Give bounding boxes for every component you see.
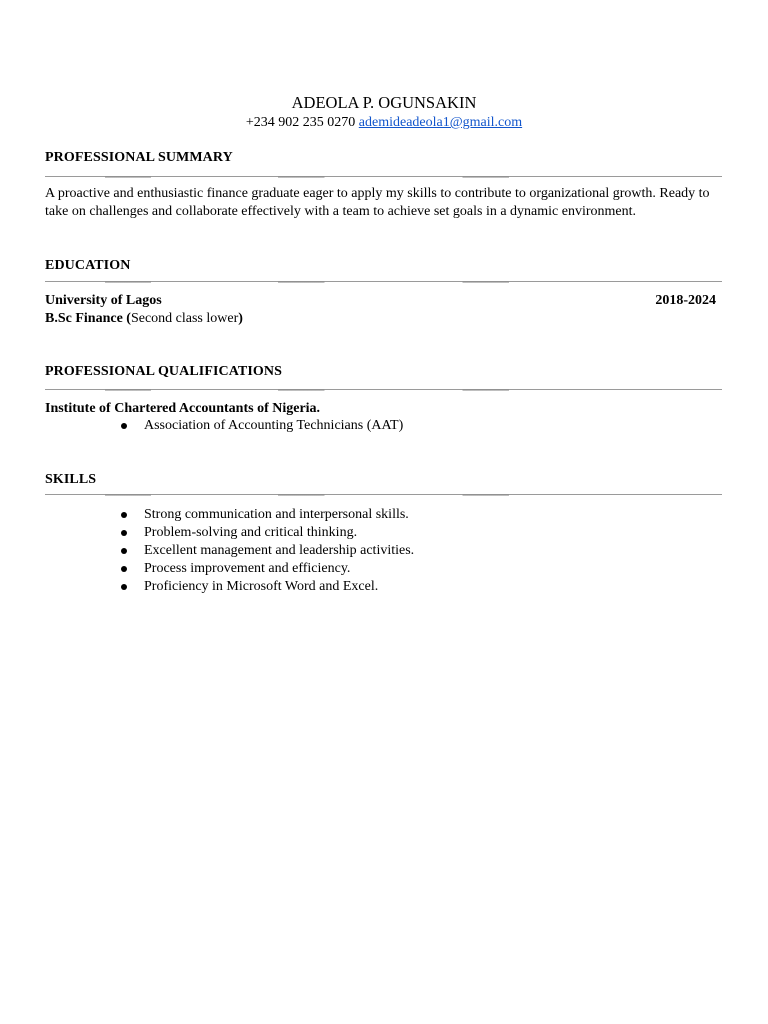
section-heading-qualifications: PROFESSIONAL QUALIFICATIONS — [45, 364, 282, 379]
list-item — [45, 417, 403, 435]
qualification-list — [45, 417, 403, 435]
bullet-icon — [121, 423, 127, 429]
list-item — [45, 578, 414, 596]
degree-title: B.Sc Finance ( — [45, 311, 131, 326]
qualification-body: Institute of Chartered Accountants of Nigeria. — [45, 401, 321, 416]
degree-close: ) — [238, 311, 243, 326]
section-divider — [45, 281, 722, 282]
section-heading-education: EDUCATION — [45, 258, 131, 273]
bullet-icon — [121, 584, 127, 590]
list-item — [45, 542, 414, 560]
list-item-text: Proficiency in Microsoft Word and Excel. — [144, 578, 379, 594]
email-link[interactable]: ademideadeola1@gmail.com — [358, 115, 523, 130]
section-divider — [45, 494, 722, 495]
list-item — [45, 524, 414, 542]
list-item-text: Excellent management and leadership activities. — [144, 542, 415, 558]
summary-text: A proactive and enthusiastic finance graduate eager to apply my skills to contribute to organizational growth. Ready to take on challenges and collaborate effectively with a team to achieve set goals in a dynamic environment. — [45, 186, 710, 219]
contact-line — [0, 114, 768, 132]
bullet-icon — [121, 566, 127, 572]
degree-line — [45, 310, 243, 328]
degree-grade: Second class lower — [130, 311, 239, 326]
section-heading-skills: SKILLS — [45, 472, 97, 487]
section-divider — [45, 176, 722, 177]
bullet-icon — [121, 512, 127, 518]
list-item — [45, 506, 414, 524]
bullet-icon — [121, 530, 127, 536]
education-years: 2018-2024 — [655, 293, 716, 308]
list-item-text: Strong communication and interpersonal skills. — [144, 507, 409, 522]
list-item-text: Problem-solving and critical thinking. — [144, 524, 358, 540]
skills-list — [45, 506, 414, 596]
phone-number: +234 902 235 0270 — [245, 115, 356, 130]
list-item-text: Association of Accounting Technicians (AAT) — [144, 418, 404, 433]
section-divider — [45, 389, 722, 390]
institution-name: University of Lagos — [45, 293, 162, 308]
bullet-icon — [121, 548, 127, 554]
list-item-text: Process improvement and efficiency. — [144, 560, 351, 576]
section-heading-summary: PROFESSIONAL SUMMARY — [45, 150, 233, 165]
list-item — [45, 560, 414, 578]
candidate-name: ADEOLA P. OGUNSAKIN — [291, 93, 477, 112]
